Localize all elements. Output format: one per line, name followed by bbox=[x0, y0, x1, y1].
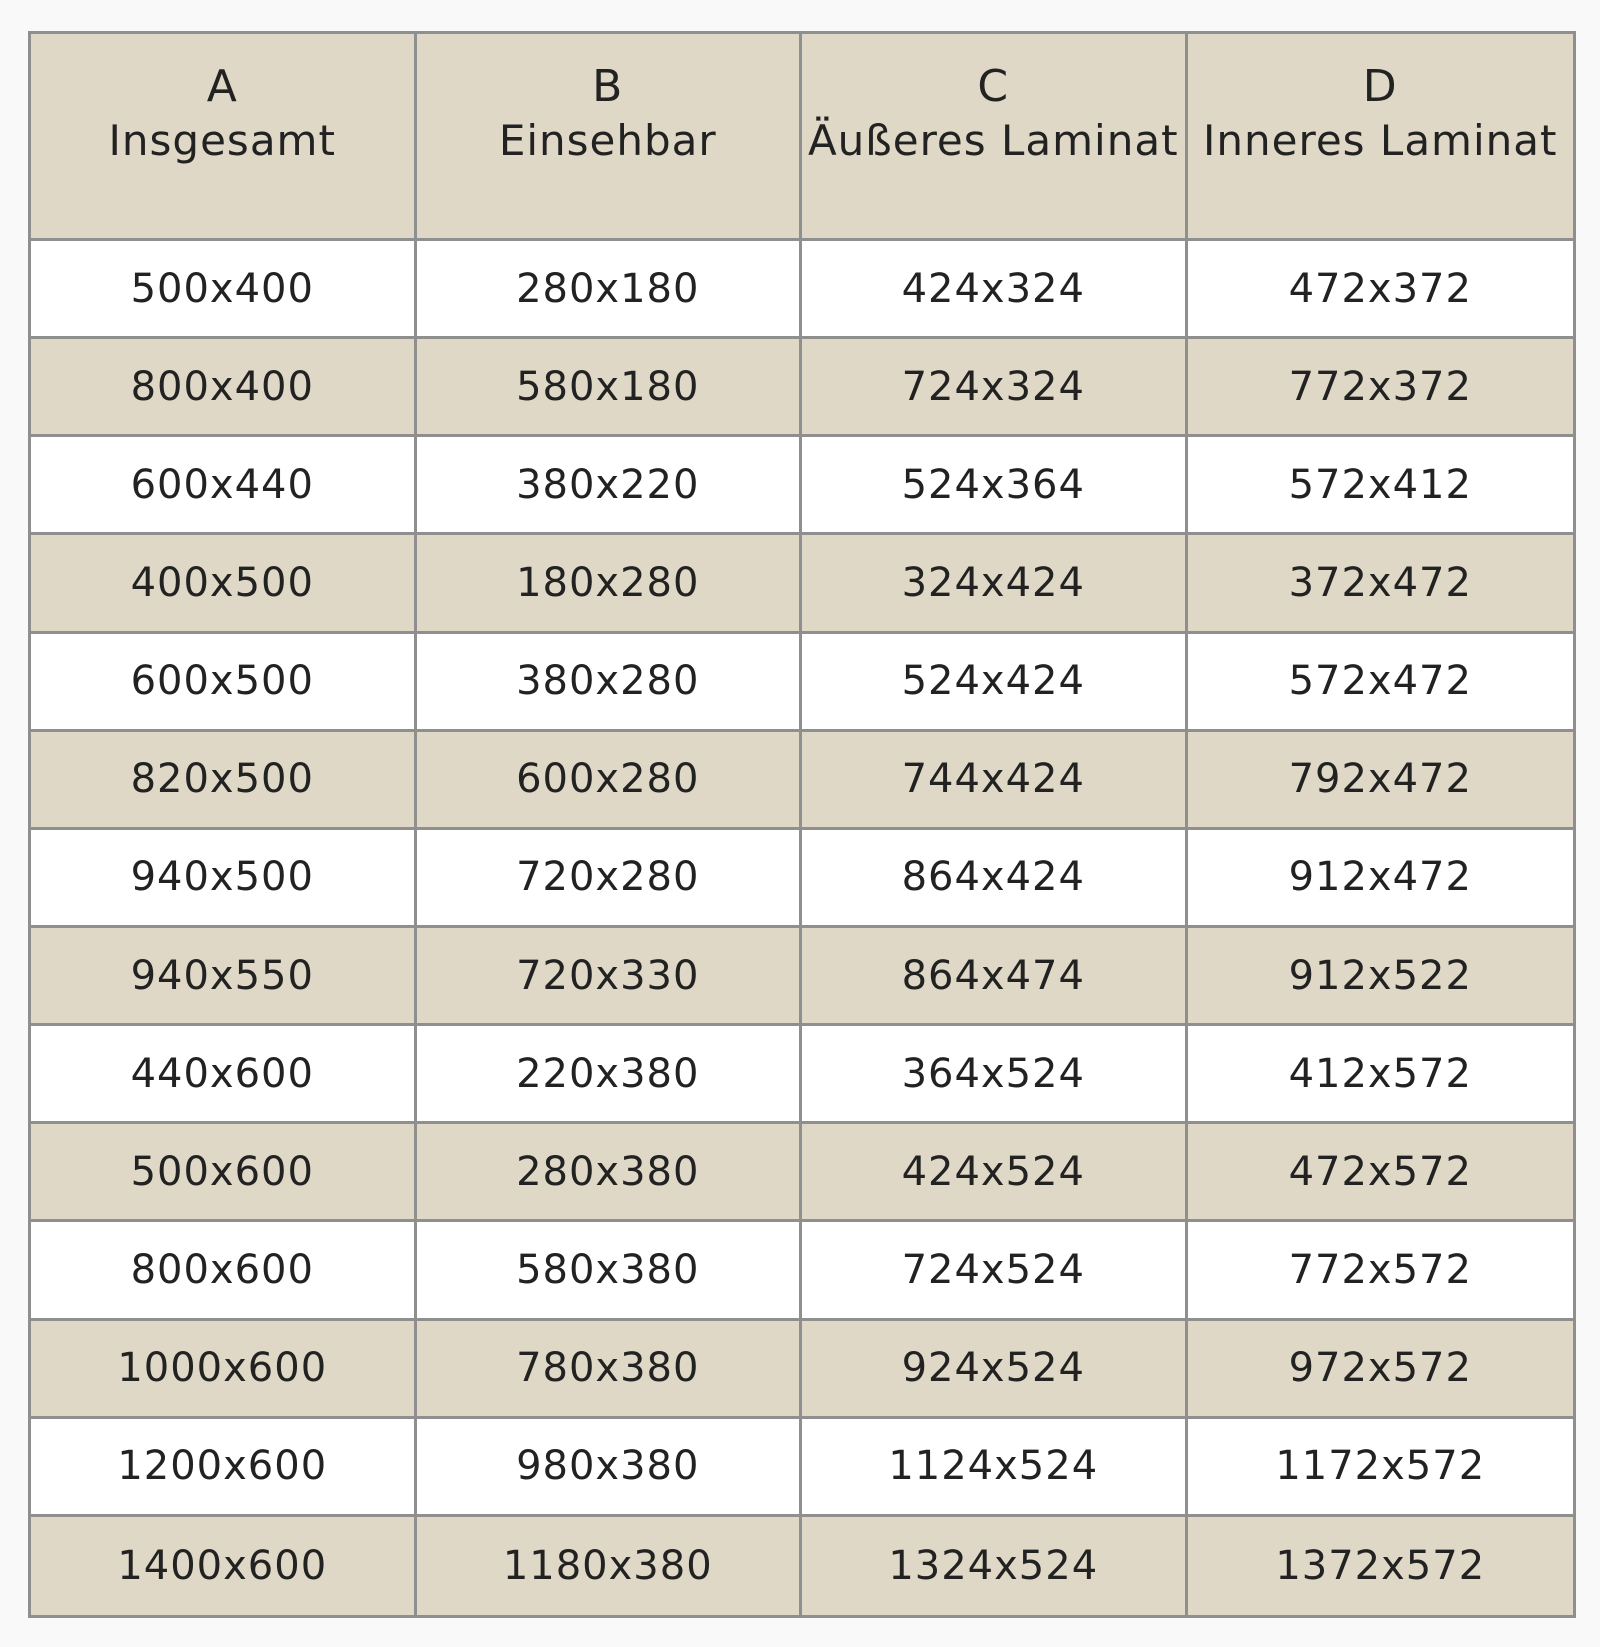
table-cell: 980x380 bbox=[417, 1419, 803, 1517]
table-cell: 424x324 bbox=[802, 241, 1188, 339]
table-cell: 400x500 bbox=[31, 535, 417, 633]
table-cell: 940x500 bbox=[31, 830, 417, 928]
table-cell: 412x572 bbox=[1188, 1026, 1574, 1124]
header-label: Einsehbar bbox=[498, 116, 717, 165]
header-label: Äußeres Laminat bbox=[807, 116, 1179, 165]
table-cell: 1180x380 bbox=[417, 1517, 803, 1615]
table-cell: 800x600 bbox=[31, 1222, 417, 1320]
table-cell: 324x424 bbox=[802, 535, 1188, 633]
header-letter: C bbox=[977, 61, 1010, 112]
table-cell: 940x550 bbox=[31, 928, 417, 1026]
table-cell: 220x380 bbox=[417, 1026, 803, 1124]
table-cell: 380x220 bbox=[417, 437, 803, 535]
table-cell: 180x280 bbox=[417, 535, 803, 633]
table-cell: 800x400 bbox=[31, 339, 417, 437]
table-cell: 472x572 bbox=[1188, 1124, 1574, 1222]
table-cell: 500x400 bbox=[31, 241, 417, 339]
table-cell: 472x372 bbox=[1188, 241, 1574, 339]
table-cell: 1400x600 bbox=[31, 1517, 417, 1615]
table-cell: 912x472 bbox=[1188, 830, 1574, 928]
table-cell: 580x180 bbox=[417, 339, 803, 437]
table-cell: 580x380 bbox=[417, 1222, 803, 1320]
table-cell: 1172x572 bbox=[1188, 1419, 1574, 1517]
table-cell: 500x600 bbox=[31, 1124, 417, 1222]
header-letter: B bbox=[592, 61, 624, 112]
header-label: Inneres Laminat bbox=[1203, 116, 1558, 165]
table-cell: 280x180 bbox=[417, 241, 803, 339]
table-cell: 924x524 bbox=[802, 1321, 1188, 1419]
table-cell: 600x440 bbox=[31, 437, 417, 535]
table-cell: 424x524 bbox=[802, 1124, 1188, 1222]
table-cell: 524x424 bbox=[802, 634, 1188, 732]
table-cell: 440x600 bbox=[31, 1026, 417, 1124]
header-cell-d bbox=[1188, 34, 1574, 241]
table-cell: 572x412 bbox=[1188, 437, 1574, 535]
table-cell: 780x380 bbox=[417, 1321, 803, 1419]
table-cell: 600x500 bbox=[31, 634, 417, 732]
table-cell: 572x472 bbox=[1188, 634, 1574, 732]
header-label: Insgesamt bbox=[108, 116, 336, 165]
table-cell: 724x324 bbox=[802, 339, 1188, 437]
header-cell-c bbox=[802, 34, 1188, 241]
table-cell: 772x572 bbox=[1188, 1222, 1574, 1320]
header-cell-b bbox=[417, 34, 803, 241]
table-cell: 744x424 bbox=[802, 732, 1188, 830]
table-cell: 724x524 bbox=[802, 1222, 1188, 1320]
size-table bbox=[28, 31, 1576, 1618]
table-cell: 820x500 bbox=[31, 732, 417, 830]
table-cell: 912x522 bbox=[1188, 928, 1574, 1026]
table-cell: 524x364 bbox=[802, 437, 1188, 535]
header-cell-a bbox=[31, 34, 417, 241]
table-cell: 372x472 bbox=[1188, 535, 1574, 633]
table-cell: 280x380 bbox=[417, 1124, 803, 1222]
table-cell: 972x572 bbox=[1188, 1321, 1574, 1419]
table-cell: 1324x524 bbox=[802, 1517, 1188, 1615]
table-cell: 792x472 bbox=[1188, 732, 1574, 830]
table-cell: 1000x600 bbox=[31, 1321, 417, 1419]
table-cell: 720x330 bbox=[417, 928, 803, 1026]
header-letter: A bbox=[206, 61, 238, 112]
table-cell: 864x474 bbox=[802, 928, 1188, 1026]
table-cell: 864x424 bbox=[802, 830, 1188, 928]
table-cell: 720x280 bbox=[417, 830, 803, 928]
table-cell: 1372x572 bbox=[1188, 1517, 1574, 1615]
table-cell: 1124x524 bbox=[802, 1419, 1188, 1517]
header-letter: D bbox=[1362, 61, 1398, 112]
table-cell: 380x280 bbox=[417, 634, 803, 732]
table-cell: 364x524 bbox=[802, 1026, 1188, 1124]
table-cell: 1200x600 bbox=[31, 1419, 417, 1517]
table-cell: 600x280 bbox=[417, 732, 803, 830]
table-cell: 772x372 bbox=[1188, 339, 1574, 437]
